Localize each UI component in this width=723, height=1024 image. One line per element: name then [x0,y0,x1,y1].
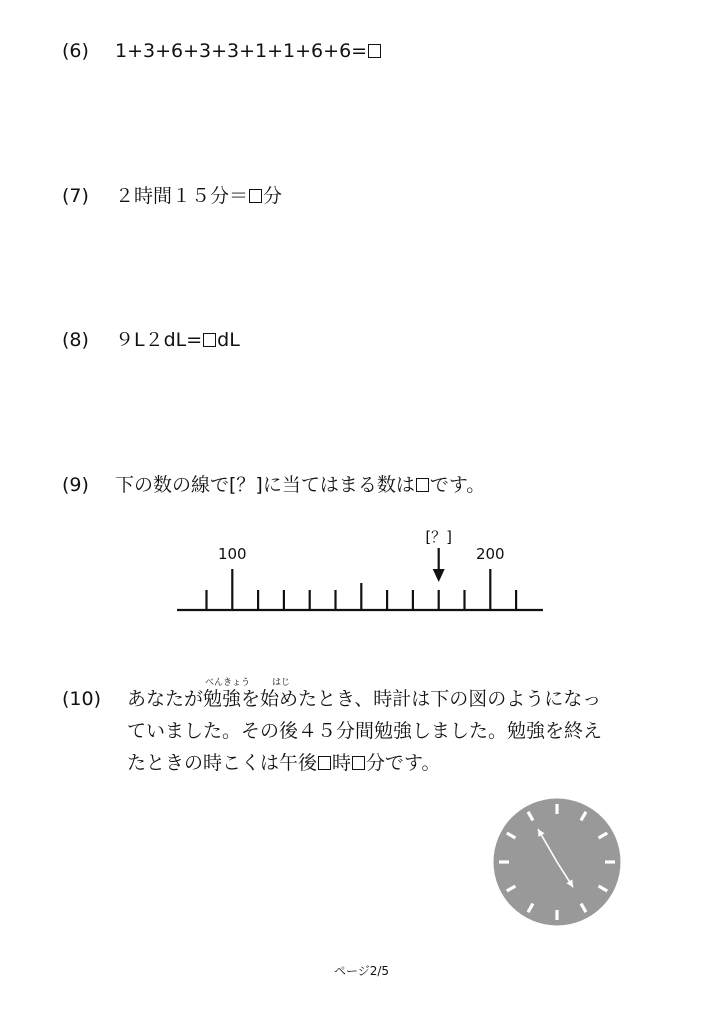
question-number: (8) [62,329,89,351]
question-10-line-2: ていました。その後４５分間勉強しました。勉強を終え [127,720,603,742]
number-line-label-left: 100 [217,545,247,563]
question-text: 下の数の線で[？]に当てはまる数は [115,474,415,496]
question-text: ９L２dL= [115,329,203,351]
number-line-label-right: 200 [475,545,505,563]
ruby-haji: はじ [272,678,291,688]
marker-arrow-head [433,569,445,582]
ruby-benkyou: べんきょう [205,678,251,688]
question-text-end: です。 [429,474,486,496]
question-10-line-3: たときの時こくは午後 時 分です。 [127,752,441,774]
question-number: (6) [62,40,89,62]
clock-icon [493,798,621,926]
unit-label: 分 [263,185,283,207]
number-line-marker-label: [？] [425,528,453,546]
question-number: (9) [62,474,89,496]
page-number: ページ2/5 [333,964,390,978]
question-text: ２時間１５分＝ [115,185,249,207]
answer-box-hour[interactable] [318,756,331,770]
answer-box-minute[interactable] [352,756,365,770]
question-text: 1+3+6+3+3+1+1+6+6= [115,40,368,62]
question-10-line-1: あなたが勉強を始めたとき、時計は下の図のようになっ [127,688,602,710]
question-number: (10) [62,688,102,710]
unit-label: dL [217,329,240,351]
question-number: (7) [62,185,89,207]
